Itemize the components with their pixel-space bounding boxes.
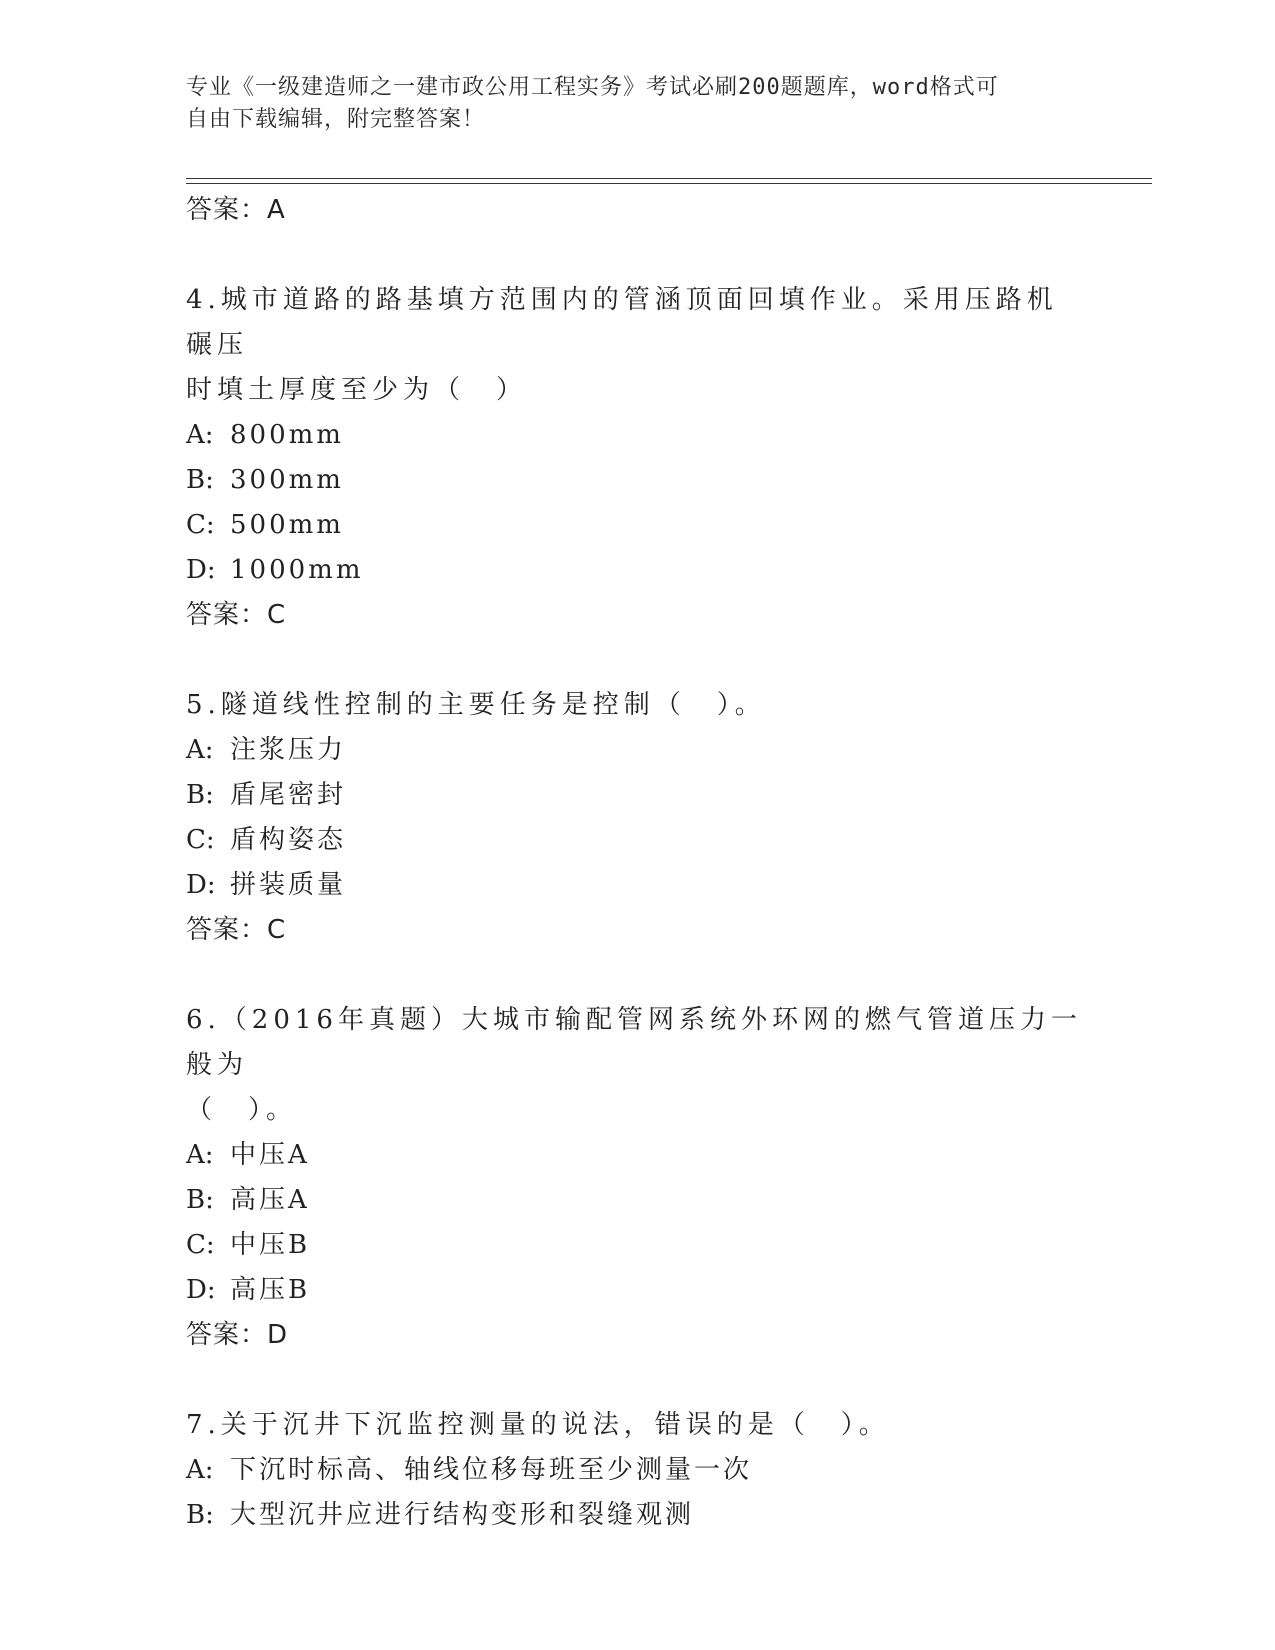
answer: 答案：C xyxy=(186,915,287,945)
option-text: 盾构姿态 xyxy=(230,825,347,855)
question-text-line: 4.城市道路的路基填方范围内的管涵顶面回填作业。采用压路机碾压 xyxy=(186,285,1058,360)
question-text-line: 7.关于沉井下沉监控测量的说法，错误的是（ ）。 xyxy=(186,1410,890,1440)
option-label: A: xyxy=(186,420,214,450)
option-c xyxy=(186,1223,1086,1268)
option-c xyxy=(186,503,1086,548)
option-text: 800mm xyxy=(230,420,344,450)
option-label: C: xyxy=(186,510,215,540)
option-label: D: xyxy=(186,555,216,585)
option-d xyxy=(186,863,1086,908)
option-d xyxy=(186,548,1086,593)
document-header xyxy=(186,72,1066,136)
option-label: C: xyxy=(186,1230,215,1260)
question-text xyxy=(186,998,1086,1133)
option-label: A: xyxy=(186,1140,214,1170)
option-b xyxy=(186,458,1086,503)
option-text: 1000mm xyxy=(230,555,364,585)
option-label: B: xyxy=(186,1500,214,1530)
header-line-2: 自由下载编辑，附完整答案！ xyxy=(186,107,486,132)
option-text: 下沉时标高、轴线位移每班至少测量一次 xyxy=(230,1455,753,1485)
question-text-line: 时填土厚度至少为（ ） xyxy=(186,375,528,405)
option-label: A: xyxy=(186,735,214,765)
header-line-1: 专业《一级建造师之一建市政公用工程实务》考试必刷200题题库，word格式可 xyxy=(186,75,999,100)
option-text: 高压A xyxy=(230,1185,310,1215)
answer: 答案：D xyxy=(186,1320,289,1350)
option-a xyxy=(186,413,1086,458)
header-divider-bottom xyxy=(186,183,1152,184)
option-label: D: xyxy=(186,1275,216,1305)
option-c xyxy=(186,818,1086,863)
option-text: 大型沉井应进行结构变形和裂缝观测 xyxy=(230,1500,695,1530)
option-text: 300mm xyxy=(230,465,344,495)
option-text: 高压B xyxy=(230,1275,311,1305)
option-label: A: xyxy=(186,1455,214,1485)
option-label: B: xyxy=(186,1185,214,1215)
answer-prev: 答案：A xyxy=(186,195,286,225)
option-b xyxy=(186,1493,1086,1538)
option-label: B: xyxy=(186,780,214,810)
option-a xyxy=(186,1133,1086,1178)
option-label: C: xyxy=(186,825,215,855)
option-a xyxy=(186,728,1086,773)
option-text: 中压A xyxy=(230,1140,310,1170)
question-4 xyxy=(186,278,1086,638)
question-text xyxy=(186,683,1086,728)
question-5 xyxy=(186,683,1086,953)
question-text-line: （ ）。 xyxy=(186,1095,298,1125)
header-divider-top xyxy=(186,178,1152,179)
option-d xyxy=(186,1268,1086,1313)
option-text: 500mm xyxy=(230,510,344,540)
option-a xyxy=(186,1448,1086,1493)
option-text: 中压B xyxy=(230,1230,311,1260)
option-b xyxy=(186,773,1086,818)
option-text: 注浆压力 xyxy=(230,735,347,765)
option-label: B: xyxy=(186,465,214,495)
question-text-line: 6.（2016年真题）大城市输配管网系统外环网的燃气管道压力一般为 xyxy=(186,1005,1082,1080)
option-label: D: xyxy=(186,870,216,900)
option-text: 拼装质量 xyxy=(230,870,347,900)
option-text: 盾尾密封 xyxy=(230,780,347,810)
answer: 答案：C xyxy=(186,600,287,630)
question-text xyxy=(186,278,1086,413)
question-6 xyxy=(186,998,1086,1358)
question-7 xyxy=(186,1403,1086,1538)
question-text xyxy=(186,1403,1086,1448)
option-b xyxy=(186,1178,1086,1223)
question-text-line: 5.隧道线性控制的主要任务是控制（ ）。 xyxy=(186,690,766,720)
question-list xyxy=(186,188,1086,1538)
